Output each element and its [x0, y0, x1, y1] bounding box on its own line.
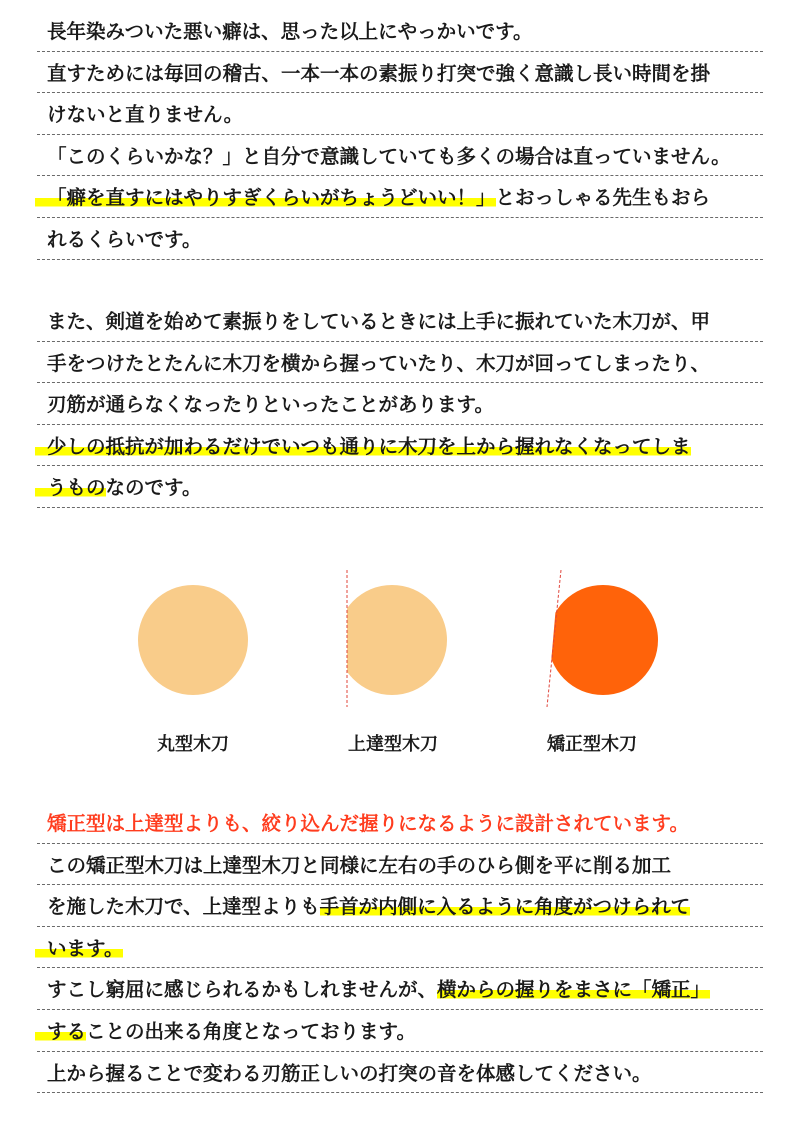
- text-line: [37, 1010, 763, 1052]
- text: 長年染みついた悪い癖は、思った以上にやっかいです。: [47, 20, 533, 43]
- text: を施した木刀で、上達型よりも: [47, 895, 320, 919]
- highlighted-text: 「癖を直すにはやりすぎくらいがちょうどいい！」: [35, 186, 496, 209]
- label-kyosei-bokuto: 矯正型木刀: [547, 734, 637, 755]
- kyosei-bokuto-shape: [548, 585, 658, 695]
- text-line: [37, 885, 763, 927]
- label-jotatsu-bokuto: 上達型木刀: [348, 734, 438, 755]
- highlighted-text: います。: [35, 937, 123, 960]
- text: なのです。: [105, 476, 202, 500]
- round-bokuto-shape: [138, 585, 248, 695]
- label-round-bokuto: 丸型木刀: [157, 734, 229, 755]
- heading-line: [37, 802, 763, 844]
- text-line: [37, 968, 763, 1010]
- text-line: [37, 844, 763, 886]
- text-line: [37, 927, 763, 969]
- text: この矯正型木刀は上達型木刀と同様に左右の手のひら側を平に削る加工: [47, 853, 672, 877]
- text: けないと直りません。: [47, 103, 244, 127]
- highlighted-text: する: [35, 1020, 86, 1043]
- text: 上から握ることで変わる刃筋正しいの打突の音を体感してください。: [47, 1061, 652, 1085]
- text: 刃筋が通らなくなったりといったことがあります。: [47, 393, 494, 417]
- text: とおっしゃる先生もおら: [495, 186, 711, 210]
- jotatsu-bokuto-shape: [337, 585, 447, 695]
- emphasis-text: 矯正型は上達型よりも、絞り込んだ握りになるように設計されています。: [47, 812, 689, 835]
- text: れるくらいです。: [47, 227, 202, 251]
- text: また、剣道を始めて素振りをしているときには上手に振れていた木刀が、甲: [47, 310, 711, 333]
- paragraph-kyosei-bokuto: [37, 802, 763, 1093]
- text: 手をつけたとたんに木刀を横から握っていたり、木刀が回ってしまったり、: [47, 351, 711, 375]
- text: ことの出来る角度となっております。: [86, 1019, 416, 1043]
- text: 直すためには毎回の稽古、一本一本の素振り打突で強く意識し長い時間を掛: [47, 61, 711, 85]
- text: すこし窮屈に感じられるかもしれませんが、: [47, 978, 438, 1002]
- text: 「このくらいかな？」と自分で意識していても多くの場合は直っていません。: [47, 144, 731, 168]
- highlighted-text: 横からの握りをまさに「矯正」: [437, 978, 711, 1002]
- highlighted-text: うもの: [35, 476, 106, 499]
- highlighted-text: 手首が内側に入るように角度がつけられて: [319, 895, 691, 919]
- text-line: [37, 1052, 763, 1094]
- highlighted-text: 少しの抵抗が加わるだけでいつも通りに木刀を上から握れなくなってしま: [35, 435, 691, 458]
